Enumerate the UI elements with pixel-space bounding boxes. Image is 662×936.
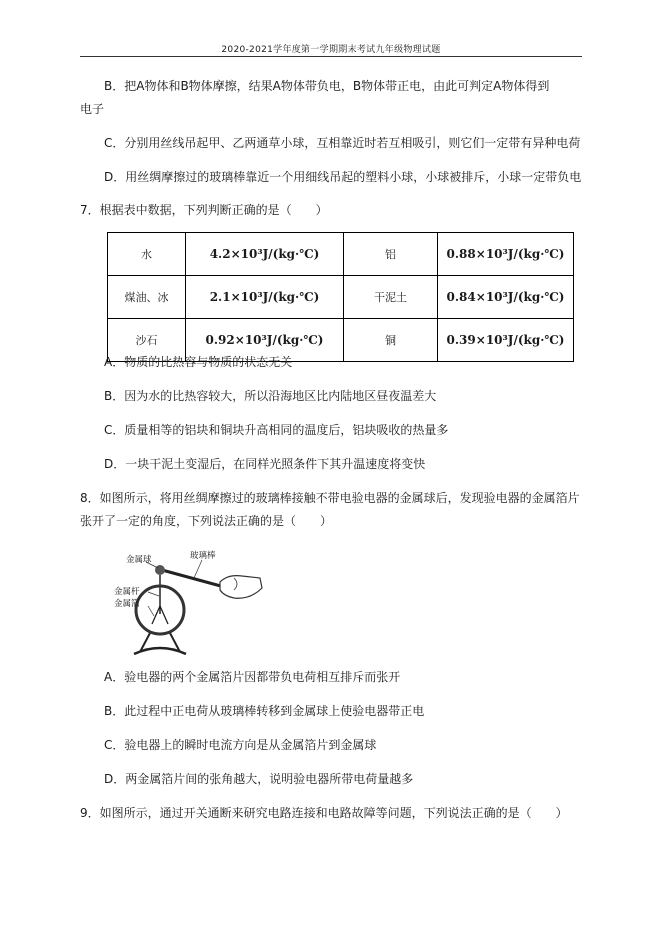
q6-option-c: C．分别用丝线吊起甲、乙两通草小球，互相靠近时若互相吸引，则它们一定带有异种电荷 [104,136,581,150]
q8-option-d: D．两金属箔片间的张角越大，说明验电器所带电荷量越多 [104,772,414,786]
q8-stem: 8．如图所示，将用丝绸摩擦过的玻璃棒接触不带电验电器的金属球后，发现验电器的金属箔片 [80,491,580,505]
table-cell: 2.1×10³J/(kg·℃) [186,276,344,319]
metal-foil [160,606,168,624]
q8-stem-cont: 张开了一定的角度，下列说法正确的是（ ） [80,514,333,528]
table-cell: 铝 [344,233,438,276]
q8-option-c: C．验电器上的瞬时电流方向是从金属箔片到金属球 [104,738,377,752]
q9-stem: 9．如图所示，通过开关通断来研究电路连接和电路故障等问题，下列说法正确的是（ ） [80,806,568,820]
label-metal-ball: 金属球 [126,555,152,565]
glass-rod [162,570,228,588]
table-cell: 4.2×10³J/(kg·℃) [186,233,344,276]
q6-option-b: B．把A物体和B物体摩擦，结果A物体带负电，B物体带正电，由此可判定A物体得到 [104,79,550,93]
table-cell: 煤油、冰 [108,276,186,319]
label-metal-foil: 金属箔 [114,599,140,609]
table-cell: 0.88×10³J/(kg·℃) [438,233,574,276]
q7-option-c: C．质量相等的铝块和铜块升高相同的温度后，铝块吸收的热量多 [104,423,449,437]
q7-option-d: D．一块干泥土变湿后，在同样光照条件下其升温速度将变快 [104,457,426,471]
metal-ball [155,565,165,575]
table-cell: 0.92×10³J/(kg·℃) [186,319,344,362]
q6-option-d: D．用丝绸摩擦过的玻璃棒靠近一个用细线吊起的塑料小球，小球被排斥，小球一定带负电 [104,170,582,184]
table-cell: 铜 [344,319,438,362]
table-cell: 0.39×10³J/(kg·℃) [438,319,574,362]
table-row [108,276,574,319]
table-cell: 干泥土 [344,276,438,319]
q6-option-b-cont: 电子 [80,102,105,116]
table-row [108,233,574,276]
label-glass-rod: 玻璃棒 [190,551,216,561]
q8-option-b: B．此过程中正电荷从玻璃棒转移到金属球上使验电器带正电 [104,704,425,718]
table-cell: 沙石 [108,319,186,362]
q7-option-a: A．物质的比热容与物质的状态无关 [104,355,293,369]
q8-option-a: A．验电器的两个金属箔片因都带负电荷相互排斥而张开 [104,670,401,684]
specific-heat-table [107,232,574,362]
q7-option-b: B．因为水的比热容较大，所以沿海地区比内陆地区昼夜温差大 [104,389,437,403]
label-metal-rod: 金属杆 [114,587,140,597]
table-cell: 0.84×10³J/(kg·℃) [438,276,574,319]
electroscope-figure [110,548,270,660]
header-divider [80,56,582,57]
hand-icon [220,576,262,599]
table-cell: 水 [108,233,186,276]
page-header: 2020-2021学年度第一学期期末考试九年级物理试题 [221,45,441,55]
q7-stem: 7．根据表中数据，下列判断正确的是（ ） [80,203,328,217]
